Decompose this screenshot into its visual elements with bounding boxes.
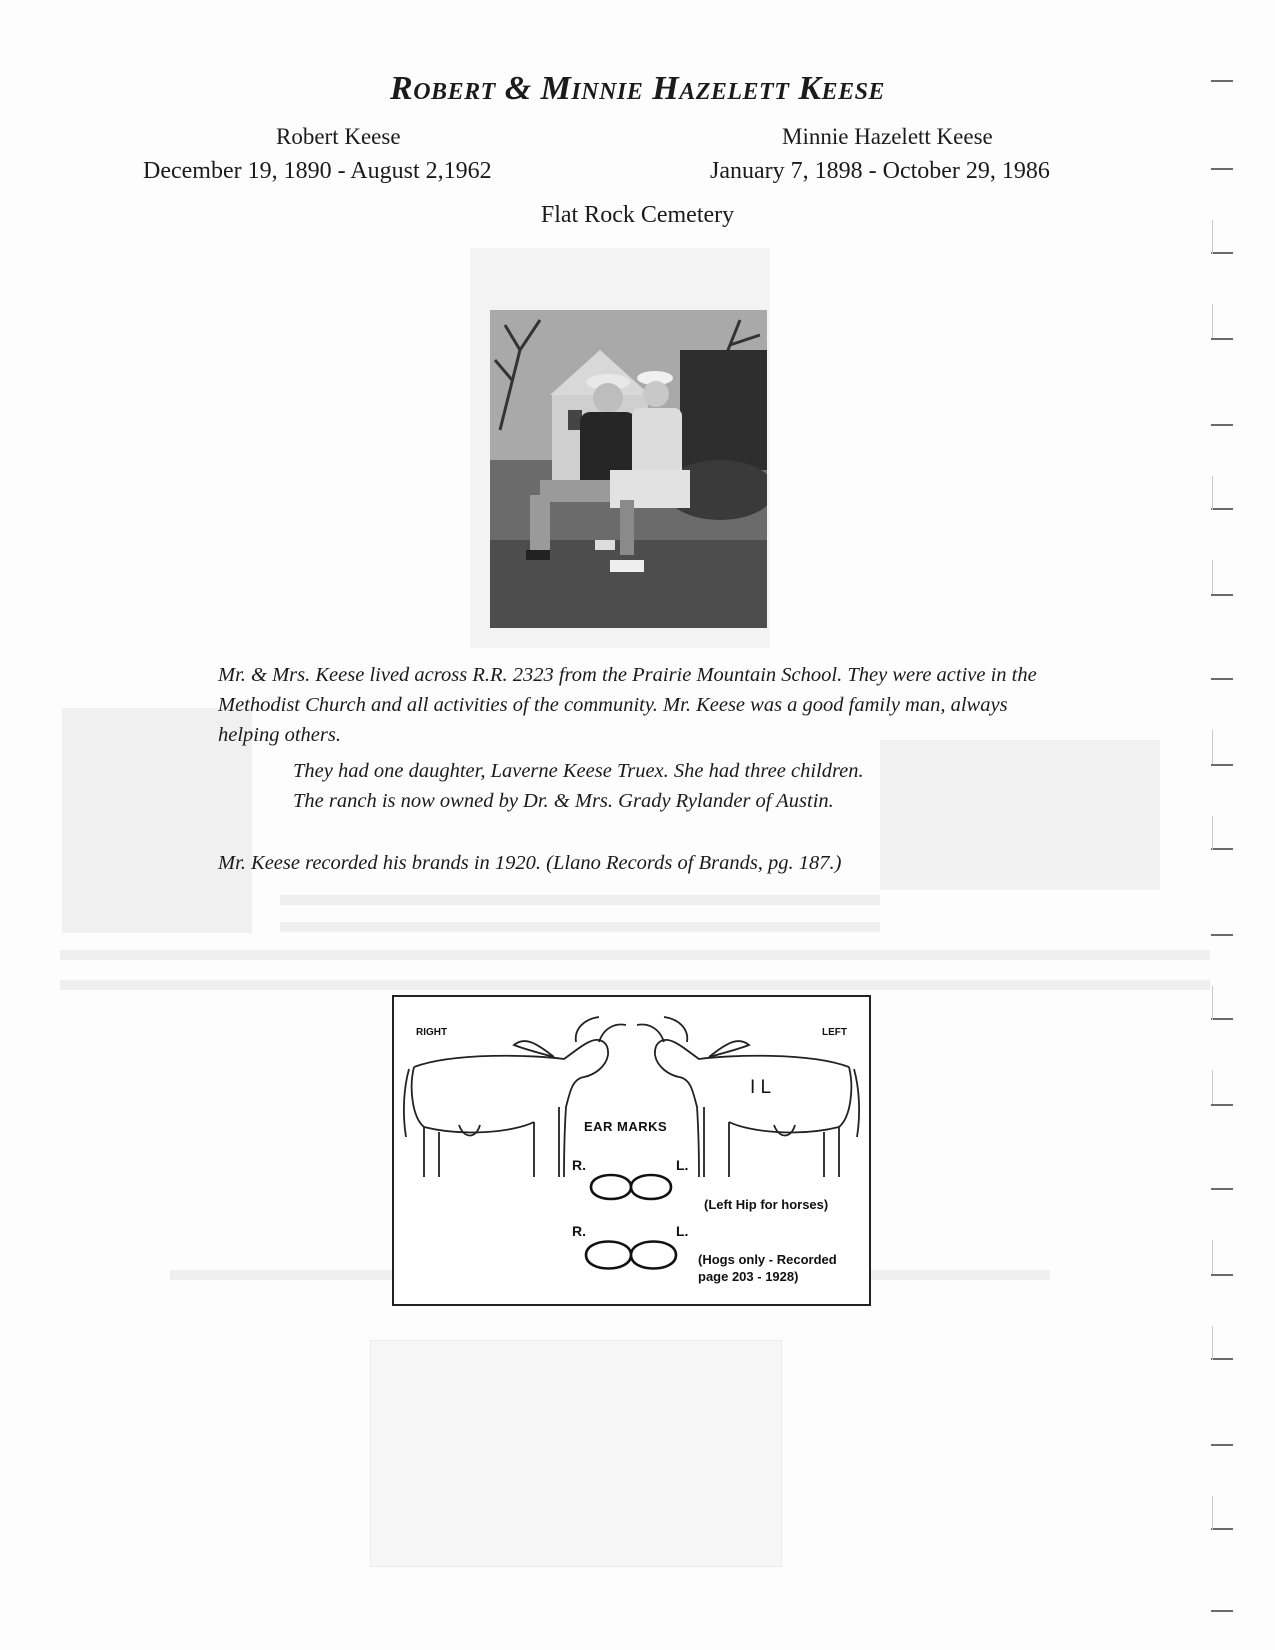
family-paragraph (293, 756, 1073, 816)
ranch-owner-line: The ranch is now owned by Dr. & Mrs. Grady Rylander of Austin. (293, 790, 834, 812)
minnie-dates: January 7, 1898 - October 29, 1986 (710, 158, 1050, 184)
hogs-brand-note (698, 1251, 837, 1285)
left-side-label: LEFT (822, 1027, 847, 1038)
hog-left-ear-label: L. (676, 1223, 689, 1239)
ghost-line (60, 980, 1210, 990)
brand-mark: I L (750, 1077, 772, 1098)
page-title: Robert & Minnie Hazelett Keese (390, 70, 885, 107)
hogs-note-line-2: page 203 - 1928) (698, 1269, 799, 1284)
hog-right-ear-label: R. (572, 1223, 586, 1239)
left-ear-label: L. (676, 1157, 689, 1173)
hogs-note-line-1: (Hogs only - Recorded (698, 1252, 837, 1267)
right-side-label: RIGHT (416, 1027, 448, 1038)
ear-marks-label: EAR MARKS (584, 1119, 668, 1134)
brands-paragraph: Mr. Keese recorded his brands in 1920. (Llano Records of Brands, pg. 187.) (218, 852, 842, 874)
daughter-line: They had one daughter, Laverne Keese Truex. She had three children. (293, 760, 864, 782)
robert-dates: December 19, 1890 - August 2,1962 (143, 158, 492, 184)
minnie-name: Minnie Hazelett Keese (782, 124, 993, 149)
biography-paragraph: Mr. & Mrs. Keese lived across R.R. 2323 from the Prairie Mountain School. They were active in the Methodist Church and all activities of the community. Mr. Keese was a good family man, always helping others. (218, 664, 1037, 746)
right-ear-label: R. (572, 1157, 586, 1173)
ghost-line (280, 895, 880, 905)
ghost-line (60, 950, 1210, 960)
ghost-line (280, 922, 880, 932)
brands-diagram (392, 995, 871, 1306)
binding-holes (1203, 80, 1233, 1620)
ghost-brand-box (370, 1340, 782, 1567)
cemetery-name: Flat Rock Cemetery (540, 202, 735, 228)
horse-brand-note: (Left Hip for horses) (704, 1197, 829, 1212)
couple-photo (490, 310, 767, 628)
robert-name: Robert Keese (276, 124, 401, 149)
